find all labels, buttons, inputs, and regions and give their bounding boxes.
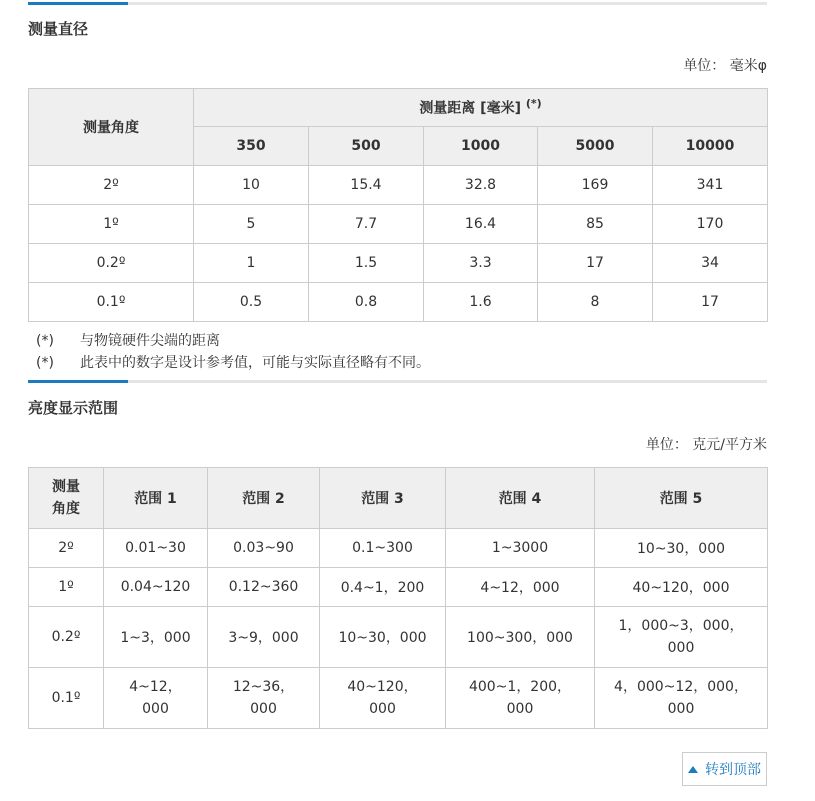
distance-header: 500 <box>309 127 424 166</box>
value-cell: 3.3 <box>424 244 538 283</box>
unit-label-luminance: 单位： 克元/平方米 <box>645 437 767 453</box>
distance-header: 1000 <box>424 127 538 166</box>
table-row <box>29 244 768 283</box>
range-header: 范围 5 <box>595 468 768 529</box>
value-cell: 7.7 <box>309 205 424 244</box>
range-header: 范围 1 <box>104 468 208 529</box>
footnote-text: 与物镜硬件尖端的距离 <box>80 333 220 349</box>
range-cell: 0.01~30 <box>104 529 208 568</box>
angle-cell: 1º <box>29 205 194 244</box>
distance-header: 10000 <box>653 127 768 166</box>
range-header: 范围 4 <box>446 468 595 529</box>
table-row <box>29 283 768 322</box>
footnote <box>36 352 430 374</box>
arrow-up-icon <box>688 766 698 773</box>
angle-cell: 0.2º <box>29 244 194 283</box>
value-cell: 1.6 <box>424 283 538 322</box>
value-cell: 341 <box>653 166 768 205</box>
section-title-diameter: 测量直径 <box>28 20 89 38</box>
range-cell: 0.03~90 <box>208 529 320 568</box>
angle-cell: 1º <box>29 568 104 607</box>
value-cell: 169 <box>538 166 653 205</box>
range-cell: 4，000~12，000，000 <box>595 668 768 729</box>
angle-cell: 0.1º <box>29 668 104 729</box>
range-cell: 10~30，000 <box>595 529 768 568</box>
range-cell: 1~3，000 <box>104 607 208 668</box>
value-cell: 15.4 <box>309 166 424 205</box>
range-cell: 40~120，000 <box>595 568 768 607</box>
range-cell: 12~36，000 <box>208 668 320 729</box>
range-cell: 1~3000 <box>446 529 595 568</box>
value-cell: 17 <box>653 283 768 322</box>
range-cell: 0.1~300 <box>320 529 446 568</box>
value-cell: 34 <box>653 244 768 283</box>
table-row <box>29 205 768 244</box>
table-row <box>29 529 768 568</box>
value-cell: 10 <box>194 166 309 205</box>
value-cell: 1.5 <box>309 244 424 283</box>
footnote <box>36 330 430 352</box>
range-cell: 0.4~1，200 <box>320 568 446 607</box>
value-cell: 1 <box>194 244 309 283</box>
footnote-text: 此表中的数字是设计参考值，可能与实际直径略有不同。 <box>80 355 430 371</box>
angle-cell: 0.1º <box>29 283 194 322</box>
diameter-table <box>28 88 768 322</box>
distance-header: 5000 <box>538 127 653 166</box>
footnote-mark: (*) <box>36 355 54 371</box>
range-cell: 1，000~3，000，000 <box>595 607 768 668</box>
angle-cell: 2º <box>29 166 194 205</box>
range-header: 范围 2 <box>208 468 320 529</box>
value-cell: 0.5 <box>194 283 309 322</box>
back-to-top-button[interactable] <box>682 752 767 786</box>
luminance-range-table <box>28 467 768 729</box>
value-cell: 8 <box>538 283 653 322</box>
range-cell: 4~12，000 <box>104 668 208 729</box>
range-cell: 0.04~120 <box>104 568 208 607</box>
range-header: 范围 3 <box>320 468 446 529</box>
section-title-luminance: 亮度显示范围 <box>28 399 119 417</box>
value-cell: 16.4 <box>424 205 538 244</box>
distance-header-note: (*) <box>525 97 542 111</box>
range-cell: 3~9，000 <box>208 607 320 668</box>
range-cell: 40~120，000 <box>320 668 446 729</box>
value-cell: 0.8 <box>309 283 424 322</box>
value-cell: 5 <box>194 205 309 244</box>
distance-header: 350 <box>194 127 309 166</box>
table-row <box>29 668 768 729</box>
row-header-angle: 测量角度 <box>29 468 104 529</box>
distance-header-label: 测量距离 [毫米] <box>419 100 521 117</box>
range-cell: 0.12~360 <box>208 568 320 607</box>
col-group-header-distance <box>194 89 768 127</box>
range-cell: 400~1，200，000 <box>446 668 595 729</box>
range-cell: 10~30，000 <box>320 607 446 668</box>
value-cell: 32.8 <box>424 166 538 205</box>
section-divider <box>28 380 767 383</box>
value-cell: 17 <box>538 244 653 283</box>
angle-cell: 0.2º <box>29 607 104 668</box>
table-row <box>29 166 768 205</box>
table-row <box>29 568 768 607</box>
unit-label-diameter: 单位： 毫米φ <box>683 58 767 74</box>
range-cell: 100~300，000 <box>446 607 595 668</box>
value-cell: 170 <box>653 205 768 244</box>
value-cell: 85 <box>538 205 653 244</box>
footnote-mark: (*) <box>36 333 54 349</box>
angle-cell: 2º <box>29 529 104 568</box>
range-cell: 4~12，000 <box>446 568 595 607</box>
back-to-top-label: 转到顶部 <box>705 762 761 778</box>
section-divider <box>28 2 767 5</box>
row-header-angle: 测量角度 <box>29 89 194 166</box>
table-row <box>29 607 768 668</box>
footnotes <box>36 330 430 374</box>
